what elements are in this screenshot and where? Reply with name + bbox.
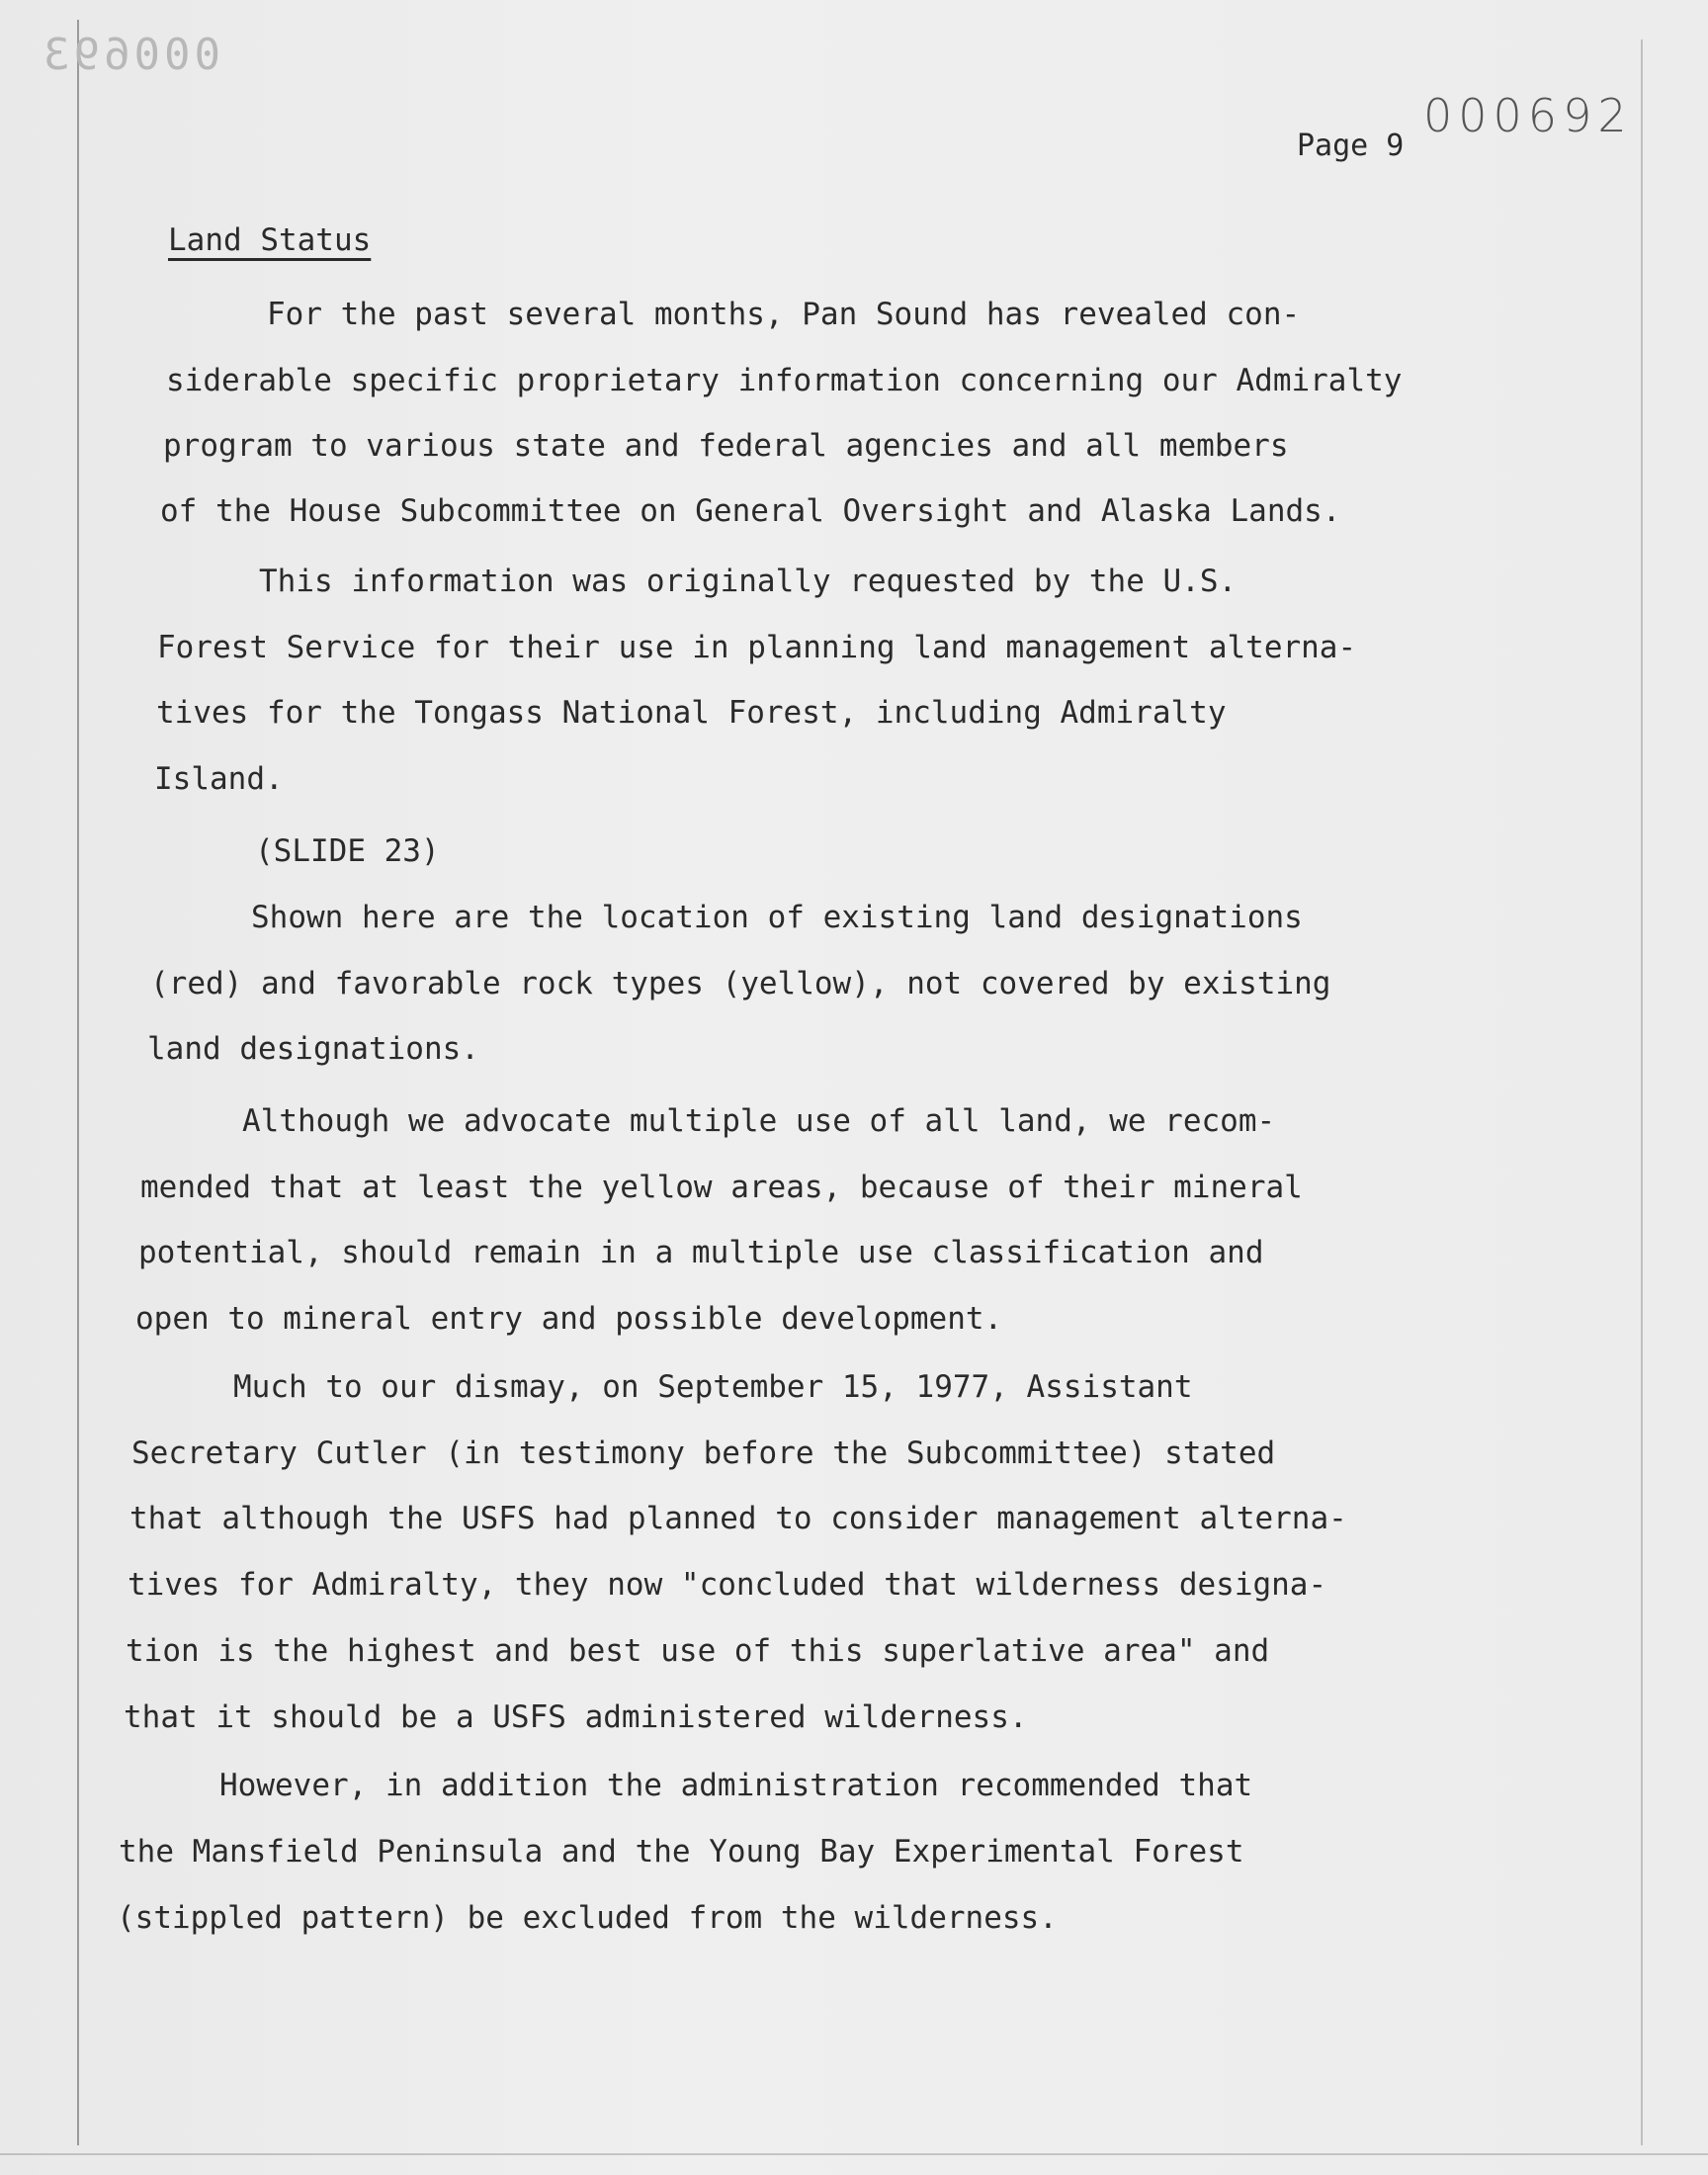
text-line: open to mineral entry and possible development.	[135, 1301, 1003, 1337]
section-heading: Land Status	[168, 222, 372, 258]
text-line: Much to our dismay, on September 15, 1977, Assistant	[233, 1369, 1193, 1405]
text-line: mended that at least the yellow areas, because of their mineral	[140, 1170, 1303, 1205]
text-line: However, in addition the administration recommended that	[219, 1768, 1253, 1803]
text-line: the Mansfield Peninsula and the Young Bay Experimental Forest	[119, 1834, 1244, 1870]
text-line: tives for Admiralty, they now "concluded that wilderness designa-	[128, 1567, 1327, 1603]
text-line: siderable specific proprietary information concerning our Admiralty	[166, 363, 1403, 398]
text-line: (red) and favorable rock types (yellow), not covered by existing	[150, 966, 1331, 1001]
page-right-edge	[1641, 40, 1643, 2145]
text-line: This information was originally requested by the U.S.	[259, 564, 1238, 599]
text-line: that although the USFS had planned to consider management alterna-	[129, 1501, 1347, 1536]
text-line: Although we advocate multiple use of all land, we recom-	[242, 1103, 1276, 1139]
text-line: that it should be a USFS administered wilderness.	[124, 1699, 1028, 1735]
text-line: program to various state and federal agencies and all members	[163, 428, 1289, 464]
slide-reference: (SLIDE 23)	[255, 833, 440, 869]
text-line: (stippled pattern) be excluded from the wilderness.	[117, 1900, 1058, 1936]
text-line: Secretary Cutler (in testimony before the Subcommittee) stated	[131, 1436, 1276, 1471]
text-line: of the House Subcommittee on General Oversight and Alaska Lands.	[160, 493, 1341, 529]
text-line: Island.	[154, 761, 284, 797]
text-line: Forest Service for their use in planning land management alterna-	[157, 630, 1357, 665]
text-line: tion is the highest and best use of this superlative area" and	[126, 1633, 1270, 1669]
text-line: For the past several months, Pan Sound has revealed con-	[267, 297, 1301, 332]
text-line: tives for the Tongass National Forest, including Admiralty	[156, 695, 1227, 731]
text-line: land designations.	[147, 1031, 479, 1067]
text-line: potential, should remain in a multiple use classification and	[138, 1235, 1264, 1270]
page-bottom-edge	[0, 2153, 1708, 2155]
page-left-edge	[77, 20, 79, 2145]
page-number: Page 9	[1297, 129, 1405, 163]
text-line: Shown here are the location of existing land designations	[251, 900, 1303, 935]
bates-stamp-number: 000692	[1423, 89, 1633, 142]
bleed-through-number: 000693	[40, 30, 220, 80]
